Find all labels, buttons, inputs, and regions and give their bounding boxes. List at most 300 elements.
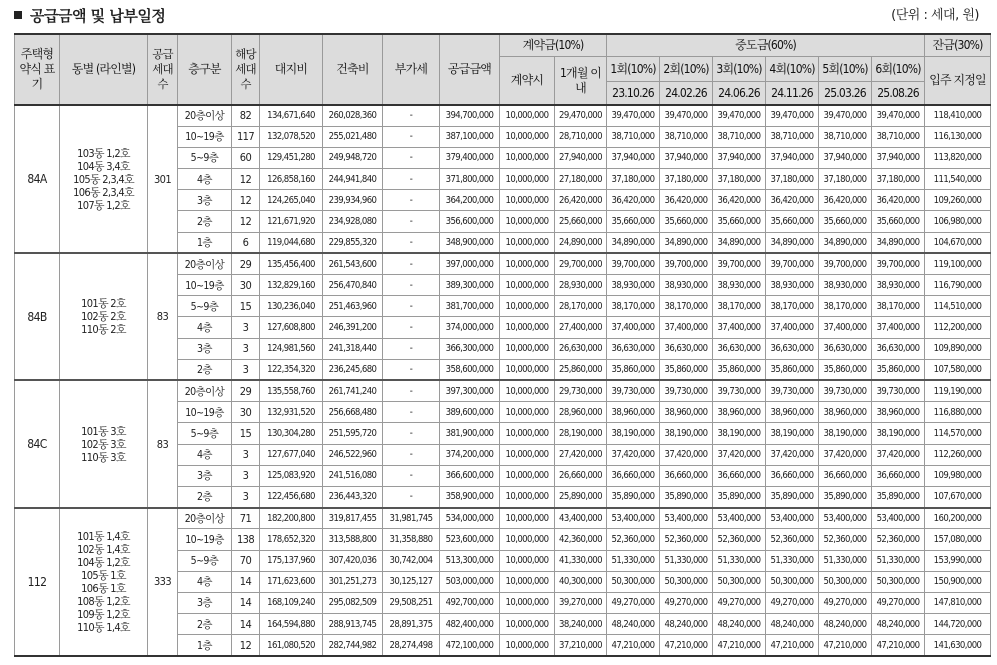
middle-payment-cell: 47,210,000: [766, 635, 819, 656]
floor-cell: 10~19층: [178, 126, 232, 147]
vat-cell: -: [383, 465, 440, 486]
floor-cell: 20층이상: [178, 380, 232, 401]
floor-units-cell: 3: [232, 486, 260, 507]
middle-payment-cell: 36,420,000: [766, 190, 819, 211]
middle-payment-cell: 39,470,000: [660, 105, 713, 126]
middle-payment-cell: 39,700,000: [660, 253, 713, 274]
land-cost-cell: 168,109,240: [260, 592, 323, 613]
middle-payment-cell: 36,630,000: [766, 338, 819, 359]
vat-cell: -: [383, 423, 440, 444]
contract-at-cell: 10,000,000: [500, 190, 555, 211]
land-cost-cell: 164,594,880: [260, 614, 323, 635]
middle-payment-cell: 34,890,000: [607, 232, 660, 253]
table-row: [15, 253, 991, 274]
middle-payment-cell: 50,300,000: [766, 571, 819, 592]
middle-payment-cell: 51,330,000: [819, 550, 872, 571]
header-middle-group: 중도금(60%): [607, 34, 925, 57]
building-cost-cell: 313,588,800: [323, 529, 383, 550]
supply-amount-cell: 381,700,000: [440, 296, 500, 317]
floor-cell: 5~9층: [178, 423, 232, 444]
middle-payment-cell: 36,420,000: [819, 190, 872, 211]
middle-payment-cell: 37,180,000: [872, 169, 925, 190]
balance-cell: 107,670,000: [925, 486, 991, 507]
land-cost-cell: 178,652,320: [260, 529, 323, 550]
middle-payment-cell: 38,930,000: [607, 275, 660, 296]
middle-payment-cell: 34,890,000: [660, 232, 713, 253]
unit-type-group: [15, 105, 991, 253]
floor-units-cell: 3: [232, 317, 260, 338]
floor-units-cell: 12: [232, 635, 260, 656]
header-middle-round-label: 2회(10%): [660, 57, 713, 82]
middle-payment-cell: 38,190,000: [607, 423, 660, 444]
floor-units-cell: 71: [232, 508, 260, 529]
balance-cell: 150,900,000: [925, 571, 991, 592]
middle-payment-cell: 39,730,000: [713, 380, 766, 401]
middle-payment-cell: 50,300,000: [872, 571, 925, 592]
contract-at-cell: 10,000,000: [500, 508, 555, 529]
supply-amount-cell: 358,600,000: [440, 359, 500, 380]
middle-payment-cell: 53,400,000: [607, 508, 660, 529]
balance-cell: 153,990,000: [925, 550, 991, 571]
middle-payment-cell: 37,940,000: [607, 147, 660, 168]
supply-units-cell: 83: [148, 253, 178, 380]
supply-amount-cell: 389,300,000: [440, 275, 500, 296]
land-cost-cell: 126,858,160: [260, 169, 323, 190]
middle-payment-cell: 38,930,000: [819, 275, 872, 296]
vat-cell: -: [383, 126, 440, 147]
middle-payment-cell: 48,240,000: [766, 614, 819, 635]
middle-payment-cell: 51,330,000: [872, 550, 925, 571]
floor-cell: 10~19층: [178, 529, 232, 550]
header-middle-round-label: 4회(10%): [766, 57, 819, 82]
middle-payment-cell: 36,630,000: [819, 338, 872, 359]
middle-payment-cell: 34,890,000: [872, 232, 925, 253]
middle-payment-cell: 36,630,000: [607, 338, 660, 359]
land-cost-cell: 135,456,400: [260, 253, 323, 274]
contract-1month-cell: 25,860,000: [555, 359, 607, 380]
middle-payment-cell: 38,170,000: [660, 296, 713, 317]
middle-payment-cell: 38,190,000: [872, 423, 925, 444]
header-middle-round-date: 25.03.26: [819, 82, 872, 106]
middle-payment-cell: 37,400,000: [872, 317, 925, 338]
middle-payment-cell: 38,190,000: [660, 423, 713, 444]
vat-cell: 31,358,880: [383, 529, 440, 550]
balance-cell: 116,790,000: [925, 275, 991, 296]
supply-amount-cell: 492,700,000: [440, 592, 500, 613]
floor-cell: 2층: [178, 486, 232, 507]
middle-payment-cell: 38,170,000: [819, 296, 872, 317]
land-cost-cell: 132,931,520: [260, 402, 323, 423]
middle-payment-cell: 39,730,000: [766, 380, 819, 401]
land-cost-cell: 127,677,040: [260, 444, 323, 465]
middle-payment-cell: 37,180,000: [607, 169, 660, 190]
middle-payment-cell: 48,240,000: [713, 614, 766, 635]
floor-units-cell: 6: [232, 232, 260, 253]
contract-at-cell: 10,000,000: [500, 529, 555, 550]
land-cost-cell: 134,671,640: [260, 105, 323, 126]
floor-units-cell: 14: [232, 571, 260, 592]
land-cost-cell: 125,083,920: [260, 465, 323, 486]
building-lines-cell: 101동 1,4호 102동 1,4호 104동 1,2호 105동 1호 106동 1호 108동 1,2호 109동 1,2호 110동 1,4호: [60, 508, 148, 656]
middle-payment-cell: 36,660,000: [872, 465, 925, 486]
building-cost-cell: 251,463,960: [323, 296, 383, 317]
middle-payment-cell: 37,180,000: [713, 169, 766, 190]
balance-cell: 114,570,000: [925, 423, 991, 444]
middle-payment-cell: 35,890,000: [713, 486, 766, 507]
building-cost-cell: 239,934,960: [323, 190, 383, 211]
vat-cell: -: [383, 317, 440, 338]
middle-payment-cell: 35,860,000: [766, 359, 819, 380]
header-middle-round-label: 3회(10%): [713, 57, 766, 82]
balance-cell: 112,200,000: [925, 317, 991, 338]
middle-payment-cell: 38,170,000: [713, 296, 766, 317]
floor-units-cell: 12: [232, 211, 260, 232]
supply-price-table: [14, 33, 991, 657]
contract-at-cell: 10,000,000: [500, 465, 555, 486]
unit-type-group: [15, 380, 991, 507]
balance-cell: 119,100,000: [925, 253, 991, 274]
middle-payment-cell: 37,940,000: [660, 147, 713, 168]
middle-payment-cell: 39,700,000: [819, 253, 872, 274]
floor-units-cell: 70: [232, 550, 260, 571]
middle-payment-cell: 35,890,000: [819, 486, 872, 507]
balance-cell: 114,510,000: [925, 296, 991, 317]
middle-payment-cell: 36,420,000: [607, 190, 660, 211]
middle-payment-cell: 39,700,000: [872, 253, 925, 274]
floor-cell: 1층: [178, 232, 232, 253]
middle-payment-cell: 37,400,000: [819, 317, 872, 338]
building-cost-cell: 256,668,480: [323, 402, 383, 423]
middle-payment-cell: 35,860,000: [660, 359, 713, 380]
balance-cell: 147,810,000: [925, 592, 991, 613]
table-row: [15, 380, 991, 401]
middle-payment-cell: 36,420,000: [872, 190, 925, 211]
header-supply-units: 공급 세대 수: [148, 34, 178, 105]
land-cost-cell: 132,078,520: [260, 126, 323, 147]
middle-payment-cell: 35,660,000: [819, 211, 872, 232]
supply-amount-cell: 366,300,000: [440, 338, 500, 359]
floor-units-cell: 138: [232, 529, 260, 550]
middle-payment-cell: 39,470,000: [607, 105, 660, 126]
middle-payment-cell: 50,300,000: [819, 571, 872, 592]
middle-payment-cell: 37,400,000: [766, 317, 819, 338]
middle-payment-cell: 52,360,000: [660, 529, 713, 550]
balance-cell: 112,260,000: [925, 444, 991, 465]
land-cost-cell: 182,200,800: [260, 508, 323, 529]
middle-payment-cell: 48,240,000: [872, 614, 925, 635]
floor-cell: 10~19층: [178, 275, 232, 296]
middle-payment-cell: 38,930,000: [766, 275, 819, 296]
building-cost-cell: 249,948,720: [323, 147, 383, 168]
unit-type-group: [15, 253, 991, 380]
vat-cell: -: [383, 444, 440, 465]
middle-payment-cell: 36,630,000: [713, 338, 766, 359]
middle-payment-cell: 50,300,000: [660, 571, 713, 592]
balance-cell: 111,540,000: [925, 169, 991, 190]
middle-payment-cell: 37,180,000: [766, 169, 819, 190]
middle-payment-cell: 38,710,000: [607, 126, 660, 147]
middle-payment-cell: 39,730,000: [872, 380, 925, 401]
page-title: [14, 4, 165, 28]
contract-at-cell: 10,000,000: [500, 317, 555, 338]
middle-payment-cell: 37,420,000: [713, 444, 766, 465]
middle-payment-cell: 38,710,000: [713, 126, 766, 147]
middle-payment-cell: 37,400,000: [607, 317, 660, 338]
floor-cell: 20층이상: [178, 253, 232, 274]
contract-1month-cell: 37,210,000: [555, 635, 607, 656]
building-cost-cell: 301,251,273: [323, 571, 383, 592]
floor-units-cell: 3: [232, 444, 260, 465]
middle-payment-cell: 38,170,000: [607, 296, 660, 317]
contract-at-cell: 10,000,000: [500, 444, 555, 465]
header-contract-1month: 1개월 이내: [555, 57, 607, 106]
balance-cell: 107,580,000: [925, 359, 991, 380]
middle-payment-cell: 51,330,000: [607, 550, 660, 571]
middle-payment-cell: 48,240,000: [660, 614, 713, 635]
middle-payment-cell: 53,400,000: [819, 508, 872, 529]
floor-units-cell: 117: [232, 126, 260, 147]
middle-payment-cell: 53,400,000: [660, 508, 713, 529]
table-row: [15, 105, 991, 126]
balance-cell: 109,890,000: [925, 338, 991, 359]
floor-units-cell: 3: [232, 338, 260, 359]
middle-payment-cell: 49,270,000: [872, 592, 925, 613]
contract-at-cell: 10,000,000: [500, 169, 555, 190]
floor-cell: 5~9층: [178, 550, 232, 571]
contract-at-cell: 10,000,000: [500, 614, 555, 635]
title-text: 공급금액 및 납부일정: [30, 7, 166, 25]
contract-1month-cell: 29,730,000: [555, 380, 607, 401]
supply-amount-cell: 394,700,000: [440, 105, 500, 126]
supply-units-cell: 301: [148, 105, 178, 253]
middle-payment-cell: 38,960,000: [713, 402, 766, 423]
building-lines-cell: 101동 3호 102동 3호 110동 3호: [60, 380, 148, 507]
contract-at-cell: 10,000,000: [500, 592, 555, 613]
supply-amount-cell: 472,100,000: [440, 635, 500, 656]
building-cost-cell: 261,741,240: [323, 380, 383, 401]
middle-payment-cell: 38,190,000: [713, 423, 766, 444]
middle-payment-cell: 38,960,000: [607, 402, 660, 423]
contract-1month-cell: 28,930,000: [555, 275, 607, 296]
vat-cell: -: [383, 486, 440, 507]
middle-payment-cell: 34,890,000: [819, 232, 872, 253]
header-contract-group: 계약금(10%): [500, 34, 607, 57]
middle-payment-cell: 38,190,000: [819, 423, 872, 444]
header-balance-date: 입주 지정일: [925, 57, 991, 106]
floor-cell: 3층: [178, 592, 232, 613]
land-cost-cell: 161,080,520: [260, 635, 323, 656]
middle-payment-cell: 52,360,000: [607, 529, 660, 550]
vat-cell: 31,981,745: [383, 508, 440, 529]
floor-units-cell: 82: [232, 105, 260, 126]
supply-amount-cell: 348,900,000: [440, 232, 500, 253]
floor-cell: 5~9층: [178, 147, 232, 168]
contract-1month-cell: 39,270,000: [555, 592, 607, 613]
floor-units-cell: 3: [232, 465, 260, 486]
building-cost-cell: 236,245,680: [323, 359, 383, 380]
floor-cell: 3층: [178, 190, 232, 211]
middle-payment-cell: 49,270,000: [607, 592, 660, 613]
middle-payment-cell: 49,270,000: [819, 592, 872, 613]
building-cost-cell: 282,744,982: [323, 635, 383, 656]
balance-cell: 119,190,000: [925, 380, 991, 401]
building-cost-cell: 255,021,480: [323, 126, 383, 147]
middle-payment-cell: 39,470,000: [766, 105, 819, 126]
contract-at-cell: 10,000,000: [500, 486, 555, 507]
contract-1month-cell: 40,300,000: [555, 571, 607, 592]
supply-amount-cell: 366,600,000: [440, 465, 500, 486]
contract-at-cell: 10,000,000: [500, 126, 555, 147]
balance-cell: 144,720,000: [925, 614, 991, 635]
middle-payment-cell: 37,400,000: [660, 317, 713, 338]
vat-cell: -: [383, 211, 440, 232]
middle-payment-cell: 37,940,000: [819, 147, 872, 168]
middle-payment-cell: 36,660,000: [766, 465, 819, 486]
middle-payment-cell: 52,360,000: [819, 529, 872, 550]
building-cost-cell: 246,391,200: [323, 317, 383, 338]
supply-amount-cell: 397,000,000: [440, 253, 500, 274]
floor-units-cell: 15: [232, 296, 260, 317]
contract-1month-cell: 27,940,000: [555, 147, 607, 168]
contract-at-cell: 10,000,000: [500, 211, 555, 232]
supply-amount-cell: 379,400,000: [440, 147, 500, 168]
middle-payment-cell: 39,730,000: [660, 380, 713, 401]
building-cost-cell: 241,318,440: [323, 338, 383, 359]
middle-payment-cell: 37,420,000: [819, 444, 872, 465]
supply-amount-cell: 381,900,000: [440, 423, 500, 444]
contract-at-cell: 10,000,000: [500, 635, 555, 656]
building-cost-cell: 256,470,840: [323, 275, 383, 296]
floor-units-cell: 15: [232, 423, 260, 444]
building-cost-cell: 288,913,745: [323, 614, 383, 635]
floor-cell: 2층: [178, 359, 232, 380]
floor-cell: 4층: [178, 444, 232, 465]
middle-payment-cell: 37,940,000: [713, 147, 766, 168]
floor-cell: 2층: [178, 614, 232, 635]
middle-payment-cell: 39,470,000: [713, 105, 766, 126]
floor-cell: 2층: [178, 211, 232, 232]
land-cost-cell: 129,451,280: [260, 147, 323, 168]
building-cost-cell: 246,522,960: [323, 444, 383, 465]
supply-amount-cell: 374,000,000: [440, 317, 500, 338]
contract-1month-cell: 26,660,000: [555, 465, 607, 486]
balance-cell: 157,080,000: [925, 529, 991, 550]
vat-cell: -: [383, 338, 440, 359]
land-cost-cell: 122,354,320: [260, 359, 323, 380]
land-cost-cell: 135,558,760: [260, 380, 323, 401]
header-middle-round-date: 24.02.26: [660, 82, 713, 106]
building-lines-cell: 101동 2호 102동 2호 110동 2호: [60, 253, 148, 380]
contract-1month-cell: 25,890,000: [555, 486, 607, 507]
middle-payment-cell: 53,400,000: [872, 508, 925, 529]
middle-payment-cell: 50,300,000: [607, 571, 660, 592]
balance-cell: 113,820,000: [925, 147, 991, 168]
header-vat: 부가세: [383, 34, 440, 105]
contract-1month-cell: 26,420,000: [555, 190, 607, 211]
vat-cell: -: [383, 402, 440, 423]
contract-at-cell: 10,000,000: [500, 296, 555, 317]
middle-payment-cell: 38,190,000: [766, 423, 819, 444]
building-cost-cell: 251,595,720: [323, 423, 383, 444]
middle-payment-cell: 47,210,000: [660, 635, 713, 656]
land-cost-cell: 175,137,960: [260, 550, 323, 571]
unit-type-cell: 112: [15, 508, 60, 656]
contract-1month-cell: 28,710,000: [555, 126, 607, 147]
middle-payment-cell: 38,960,000: [819, 402, 872, 423]
land-cost-cell: 124,265,040: [260, 190, 323, 211]
header-balance-group: 잔금(30%): [925, 34, 991, 57]
middle-payment-cell: 35,660,000: [713, 211, 766, 232]
middle-payment-cell: 39,700,000: [607, 253, 660, 274]
middle-payment-cell: 52,360,000: [872, 529, 925, 550]
supply-amount-cell: 389,600,000: [440, 402, 500, 423]
middle-payment-cell: 49,270,000: [660, 592, 713, 613]
contract-at-cell: 10,000,000: [500, 402, 555, 423]
land-cost-cell: 122,456,680: [260, 486, 323, 507]
middle-payment-cell: 35,860,000: [819, 359, 872, 380]
header-type-abbr: 주택형 약식 표기: [15, 34, 60, 105]
middle-payment-cell: 37,420,000: [872, 444, 925, 465]
middle-payment-cell: 51,330,000: [766, 550, 819, 571]
contract-1month-cell: 43,400,000: [555, 508, 607, 529]
middle-payment-cell: 38,710,000: [660, 126, 713, 147]
building-lines-cell: 103동 1,2호 104동 3,4호 105동 2,3,4호 106동 2,3,4호 107동 1,2호: [60, 105, 148, 253]
supply-amount-cell: 358,900,000: [440, 486, 500, 507]
floor-cell: 4층: [178, 571, 232, 592]
contract-1month-cell: 28,170,000: [555, 296, 607, 317]
middle-payment-cell: 37,420,000: [607, 444, 660, 465]
contract-1month-cell: 27,180,000: [555, 169, 607, 190]
contract-1month-cell: 29,700,000: [555, 253, 607, 274]
header-middle-round-label: 5회(10%): [819, 57, 872, 82]
unit-type-cell: 84B: [15, 253, 60, 380]
header-supply-amount: 공급금액: [440, 34, 500, 105]
floor-units-cell: 3: [232, 359, 260, 380]
middle-payment-cell: 35,660,000: [660, 211, 713, 232]
middle-payment-cell: 35,860,000: [713, 359, 766, 380]
header-middle-round-date: 24.11.26: [766, 82, 819, 106]
floor-units-cell: 29: [232, 253, 260, 274]
supply-amount-cell: 371,800,000: [440, 169, 500, 190]
middle-payment-cell: 47,210,000: [713, 635, 766, 656]
middle-payment-cell: 38,170,000: [872, 296, 925, 317]
floor-cell: 20층이상: [178, 105, 232, 126]
middle-payment-cell: 52,360,000: [766, 529, 819, 550]
balance-cell: 160,200,000: [925, 508, 991, 529]
middle-payment-cell: 47,210,000: [872, 635, 925, 656]
floor-cell: 5~9층: [178, 296, 232, 317]
balance-cell: 104,670,000: [925, 232, 991, 253]
floor-cell: 10~19층: [178, 402, 232, 423]
vat-cell: 30,125,127: [383, 571, 440, 592]
table-header: [15, 34, 991, 105]
vat-cell: -: [383, 359, 440, 380]
balance-cell: 141,630,000: [925, 635, 991, 656]
vat-cell: -: [383, 253, 440, 274]
vat-cell: -: [383, 296, 440, 317]
middle-payment-cell: 37,400,000: [713, 317, 766, 338]
square-bullet-icon: [14, 11, 22, 19]
middle-payment-cell: 35,660,000: [766, 211, 819, 232]
middle-payment-cell: 36,420,000: [713, 190, 766, 211]
middle-payment-cell: 35,660,000: [607, 211, 660, 232]
vat-cell: 28,274,498: [383, 635, 440, 656]
contract-at-cell: 10,000,000: [500, 232, 555, 253]
unit-type-cell: 84C: [15, 380, 60, 507]
vat-cell: 28,891,375: [383, 614, 440, 635]
balance-cell: 109,260,000: [925, 190, 991, 211]
middle-payment-cell: 35,890,000: [872, 486, 925, 507]
